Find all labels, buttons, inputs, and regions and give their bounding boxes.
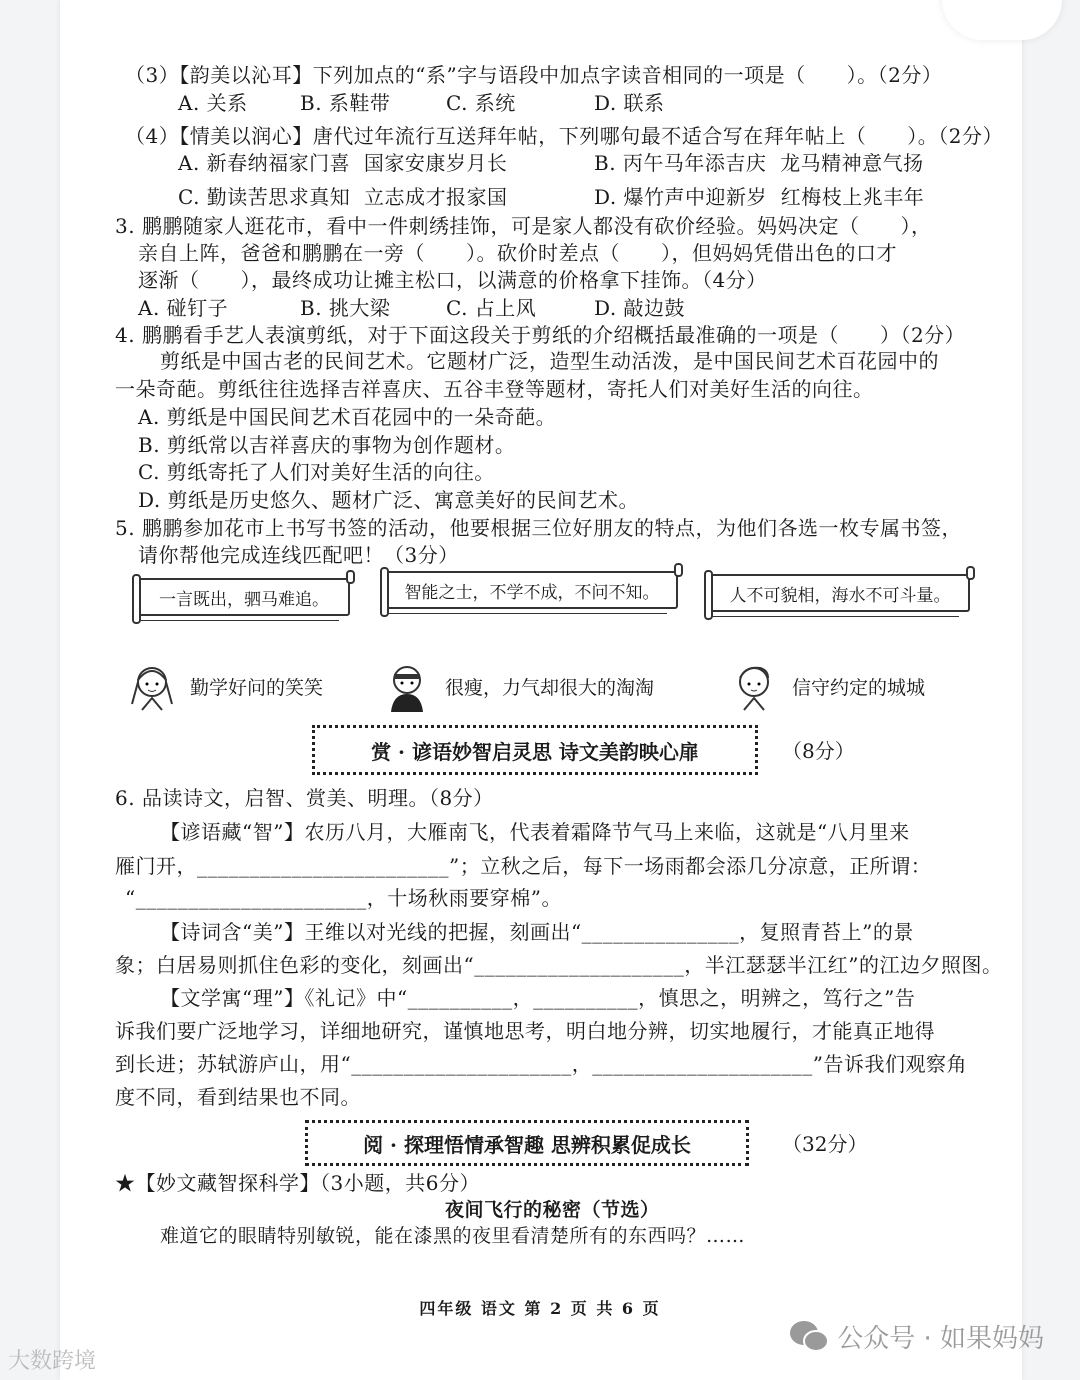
watermark-left: 大数跨境 xyxy=(8,1349,97,1374)
bookmark-text: 人不可貌相，海水不可斗量。 xyxy=(729,585,951,606)
text-line: （3）【韵美以沁耳】下列加点的“系”字与语段中加点字读音相同的一项是（ ）。（2分） xyxy=(125,63,943,87)
text-line: 诉我们要广泛地学习，详细地研究，谨慎地思考，明白地分辨，切实地履行，才能真正地得 xyxy=(115,1019,935,1043)
text-line: B. 剪纸常以吉祥喜庆的事物为创作题材。 xyxy=(138,433,516,457)
friend-chengcheng[interactable] xyxy=(730,660,925,712)
bookmark-text: 一言既出，驷马难追。 xyxy=(159,589,329,610)
text-line: 6. 品读诗文，启智、赏美、明理。（8分） xyxy=(115,786,494,810)
text-line: 【诗词含“美”】王维以对光线的把握，刻画出“_______________，复照青苔上”的景 xyxy=(160,920,914,944)
text-line: 剪纸是中国古老的民间艺术。它题材广泛，造型生动活泼，是中国民间艺术百花园中的 xyxy=(160,349,939,373)
section-title: 赏 · 谚语妙智启灵思 诗文美韵映心扉 xyxy=(371,739,699,764)
watermark-text: 公众号 · 如果妈妈 xyxy=(837,1324,1044,1354)
friend-xiaoxiao[interactable] xyxy=(128,660,323,712)
text-line: B. 系鞋带 xyxy=(300,91,391,115)
page-corner xyxy=(942,0,1062,40)
text-line: 【谚语藏“智”】农历八月，大雁南飞，代表着霜降节气马上来临，这就是“八月里来 xyxy=(160,820,910,844)
text-line: D. 爆竹声中迎新岁 红梅枝上兆丰年 xyxy=(594,185,925,209)
text-line: 雁门开，________________________”；立秋之后，每下一场雨都会添几分凉意，正所谓： xyxy=(115,854,932,878)
friend-label: 勤学好问的笑笑 xyxy=(190,676,324,699)
text-line: C. 剪纸寄托了人们对美好生活的向往。 xyxy=(138,460,495,484)
text-line: A. 剪纸是中国民间艺术百花园中的一朵奇葩。 xyxy=(138,405,557,429)
text-line: 5. 鹏鹏参加花市上书写书签的活动，他要根据三位好朋友的特点，为他们各选一枚专属书签， xyxy=(115,516,962,540)
text-line: C. 占上风 xyxy=(446,296,537,320)
bookmark-2[interactable] xyxy=(386,571,678,609)
text-line: 4. 鹏鹏看手艺人表演剪纸，对于下面这段关于剪纸的介绍概括最准确的一项是（ ）（2分） xyxy=(115,323,966,347)
text-line: 一朵奇葩。剪纸往往选择吉祥喜庆、五谷丰登等题材，寄托人们对美好生活的向往。 xyxy=(115,377,874,401)
page-footer: 四年级 语文 第 2 页 共 6 页 xyxy=(419,1299,661,1318)
text-line: D. 剪纸是历史悠久、题材广泛、寓意美好的民间艺术。 xyxy=(138,488,640,512)
text-line: 逐渐（ ），最终成功让摊主松口，以满意的价格拿下挂饰。（4分） xyxy=(138,268,767,292)
bookmark-3[interactable] xyxy=(710,574,970,612)
text-line: 到长进；苏轼游庐山，用“_____________________，_____________________”告诉我们观察角 xyxy=(115,1052,967,1076)
friend-label: 很瘦，力气却很大的淘淘 xyxy=(445,676,655,699)
section-header-reading xyxy=(305,1120,749,1166)
text-line: 【文学寓“理”】《礼记》中“__________，__________，慎思之，明辨之，笃行之”告 xyxy=(160,986,916,1010)
text-line: ★【妙文藏智探科学】（3小题，共6分） xyxy=(115,1171,480,1195)
section-title: 阅 · 探理悟情承智趣 思辨积累促成长 xyxy=(363,1132,691,1157)
text-line: B. 丙午马年添吉庆 龙马精神意气扬 xyxy=(594,151,924,175)
girl-avatar-icon xyxy=(128,660,176,712)
section-score: （8分） xyxy=(782,739,855,763)
text-line: C. 系统 xyxy=(446,91,516,115)
text-line: “______________________，十场秋雨要穿棉”。 xyxy=(125,886,562,910)
wechat-icon xyxy=(789,1320,829,1354)
text-line: A. 碰钉子 xyxy=(138,296,229,320)
text-line: 请你帮他完成连线匹配吧！（3分） xyxy=(138,543,459,567)
watermark-wechat xyxy=(789,1318,1044,1355)
bookmark-1[interactable] xyxy=(138,578,350,616)
text-line: A. 关系 xyxy=(178,91,248,115)
text-line: 度不同，看到结果也不同。 xyxy=(115,1085,361,1109)
bookmark-text: 智能之士，不学不成，不问不知。 xyxy=(404,582,660,603)
boy-avatar-icon xyxy=(383,660,431,712)
boy-avatar-icon xyxy=(730,660,778,712)
text-line: A. 新春纳福家门喜 国家安康岁月长 xyxy=(178,151,508,175)
text-line: C. 勤读苦思求真知 立志成才报家国 xyxy=(178,185,508,209)
text-line: B. 挑大梁 xyxy=(300,296,391,320)
section-score: （32分） xyxy=(782,1132,868,1156)
friend-taotao[interactable] xyxy=(383,660,654,712)
text-line: 亲自上阵，爸爸和鹏鹏在一旁（ ）。砍价时差点（ ），但妈妈凭借出色的口才 xyxy=(138,241,897,265)
text-line: 夜间飞行的秘密（节选） xyxy=(445,1199,660,1221)
friend-label: 信守约定的城城 xyxy=(792,676,926,699)
text-line: D. 敲边鼓 xyxy=(594,296,686,320)
text-line: 象；白居易则抓住色彩的变化，刻画出“____________________，半江瑟瑟半江红”的江边夕照图。 xyxy=(115,953,1003,977)
text-line: （4）【情美以润心】唐代过年流行互送拜年帖，下列哪句最不适合写在拜年帖上（ ）。（2分） xyxy=(125,124,1003,148)
section-header-appreciate xyxy=(312,725,758,775)
text-line: 3. 鹏鹏随家人逛花市，看中一件刺绣挂饰，可是家人都没有砍价经验。妈妈决定（ ）， xyxy=(115,214,932,238)
text-line: 难道它的眼睛特别敏锐，能在漆黑的夜里看清楚所有的东西吗？…… xyxy=(160,1225,746,1247)
text-line: D. 联系 xyxy=(594,91,665,115)
